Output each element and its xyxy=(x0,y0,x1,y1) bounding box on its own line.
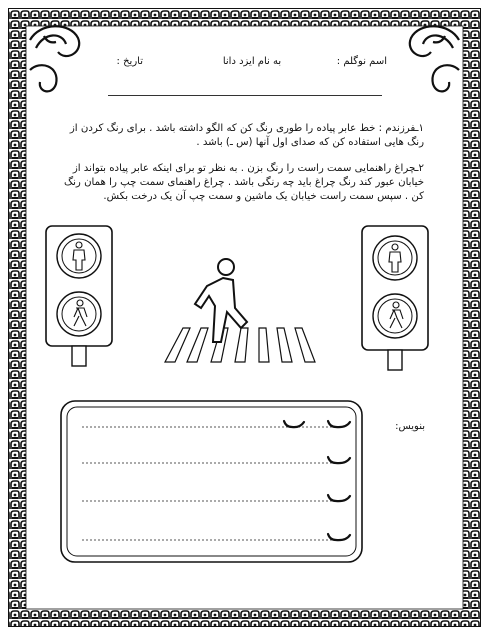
student-name-label: اسم نوگلم : xyxy=(336,56,387,67)
header-divider xyxy=(108,95,382,96)
date-label: تاریخ : xyxy=(116,56,143,67)
write-prompt-label: بنویس: xyxy=(395,421,425,432)
left-traffic-light-icon[interactable] xyxy=(44,224,114,369)
right-traffic-light-icon[interactable] xyxy=(360,224,430,374)
handwriting-practice-box[interactable] xyxy=(60,400,363,563)
pedestrian-crossing-icon[interactable] xyxy=(155,250,325,368)
basmala-heading: به نام ایزد دانا xyxy=(222,56,282,67)
instruction-2: ۲ـچراغ راهنمایی سمت راست را رنگ بزن . به نظر تو برای اینکه عابر پیاده بتواند از خیابان عبور کند رنگ چراغ باید چه رنگی باشد . چراغ راهنمای سمت چپ را همان رنگ کن . سپس سمت راست خیابان یک ماشین و سمت چپ آن یک درخت بکش. xyxy=(63,163,424,202)
instruction-1: ۱ـفرزندم : خط عابر پیاده را طوری رنگ کن که الگو داشته باشد . برای رنگ کردن از رنگ هایی استفاده کن که صدای اول آنها (س ـ) باشد . xyxy=(69,123,424,148)
